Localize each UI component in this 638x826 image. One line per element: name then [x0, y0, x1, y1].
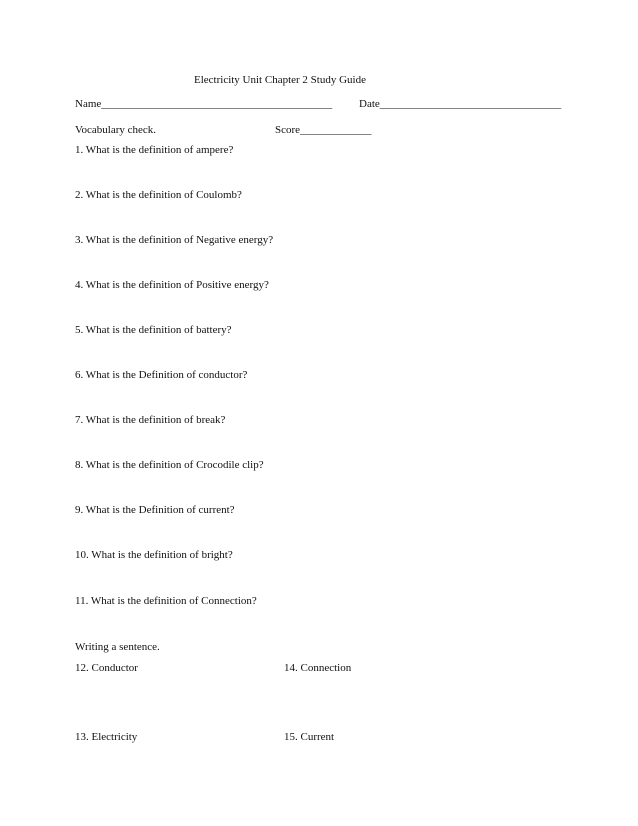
- name-field-line: Name__________________________________________: [75, 98, 333, 110]
- page-title: Electricity Unit Chapter 2 Study Guide: [194, 74, 366, 86]
- question-4: 4. What is the definition of Positive energy?: [75, 279, 269, 291]
- question-11: 11. What is the definition of Connection?: [75, 595, 257, 607]
- question-5: 5. What is the definition of battery?: [75, 324, 232, 336]
- question-7: 7. What is the definition of break?: [75, 414, 226, 426]
- question-8: 8. What is the definition of Crocodile clip?: [75, 459, 264, 471]
- question-10: 10. What is the definition of bright?: [75, 549, 233, 561]
- writing-heading: Writing a sentence.: [75, 641, 160, 653]
- sentence-item-13: 13. Electricity: [75, 731, 138, 743]
- question-3: 3. What is the definition of Negative energy?: [75, 234, 274, 246]
- question-9: 9. What is the Definition of current?: [75, 504, 235, 516]
- vocabulary-heading: Vocabulary check.: [75, 124, 157, 136]
- score-field-line: Score_____________: [275, 124, 372, 136]
- date-field-line: Date_________________________________: [359, 98, 562, 110]
- sentence-item-12: 12. Conductor: [75, 662, 138, 674]
- question-2: 2. What is the definition of Coulomb?: [75, 189, 242, 201]
- question-1: 1. What is the definition of ampere?: [75, 144, 234, 156]
- question-6: 6. What is the Definition of conductor?: [75, 369, 248, 381]
- sentence-item-14: 14. Connection: [284, 662, 352, 674]
- sentence-item-15: 15. Current: [284, 731, 335, 743]
